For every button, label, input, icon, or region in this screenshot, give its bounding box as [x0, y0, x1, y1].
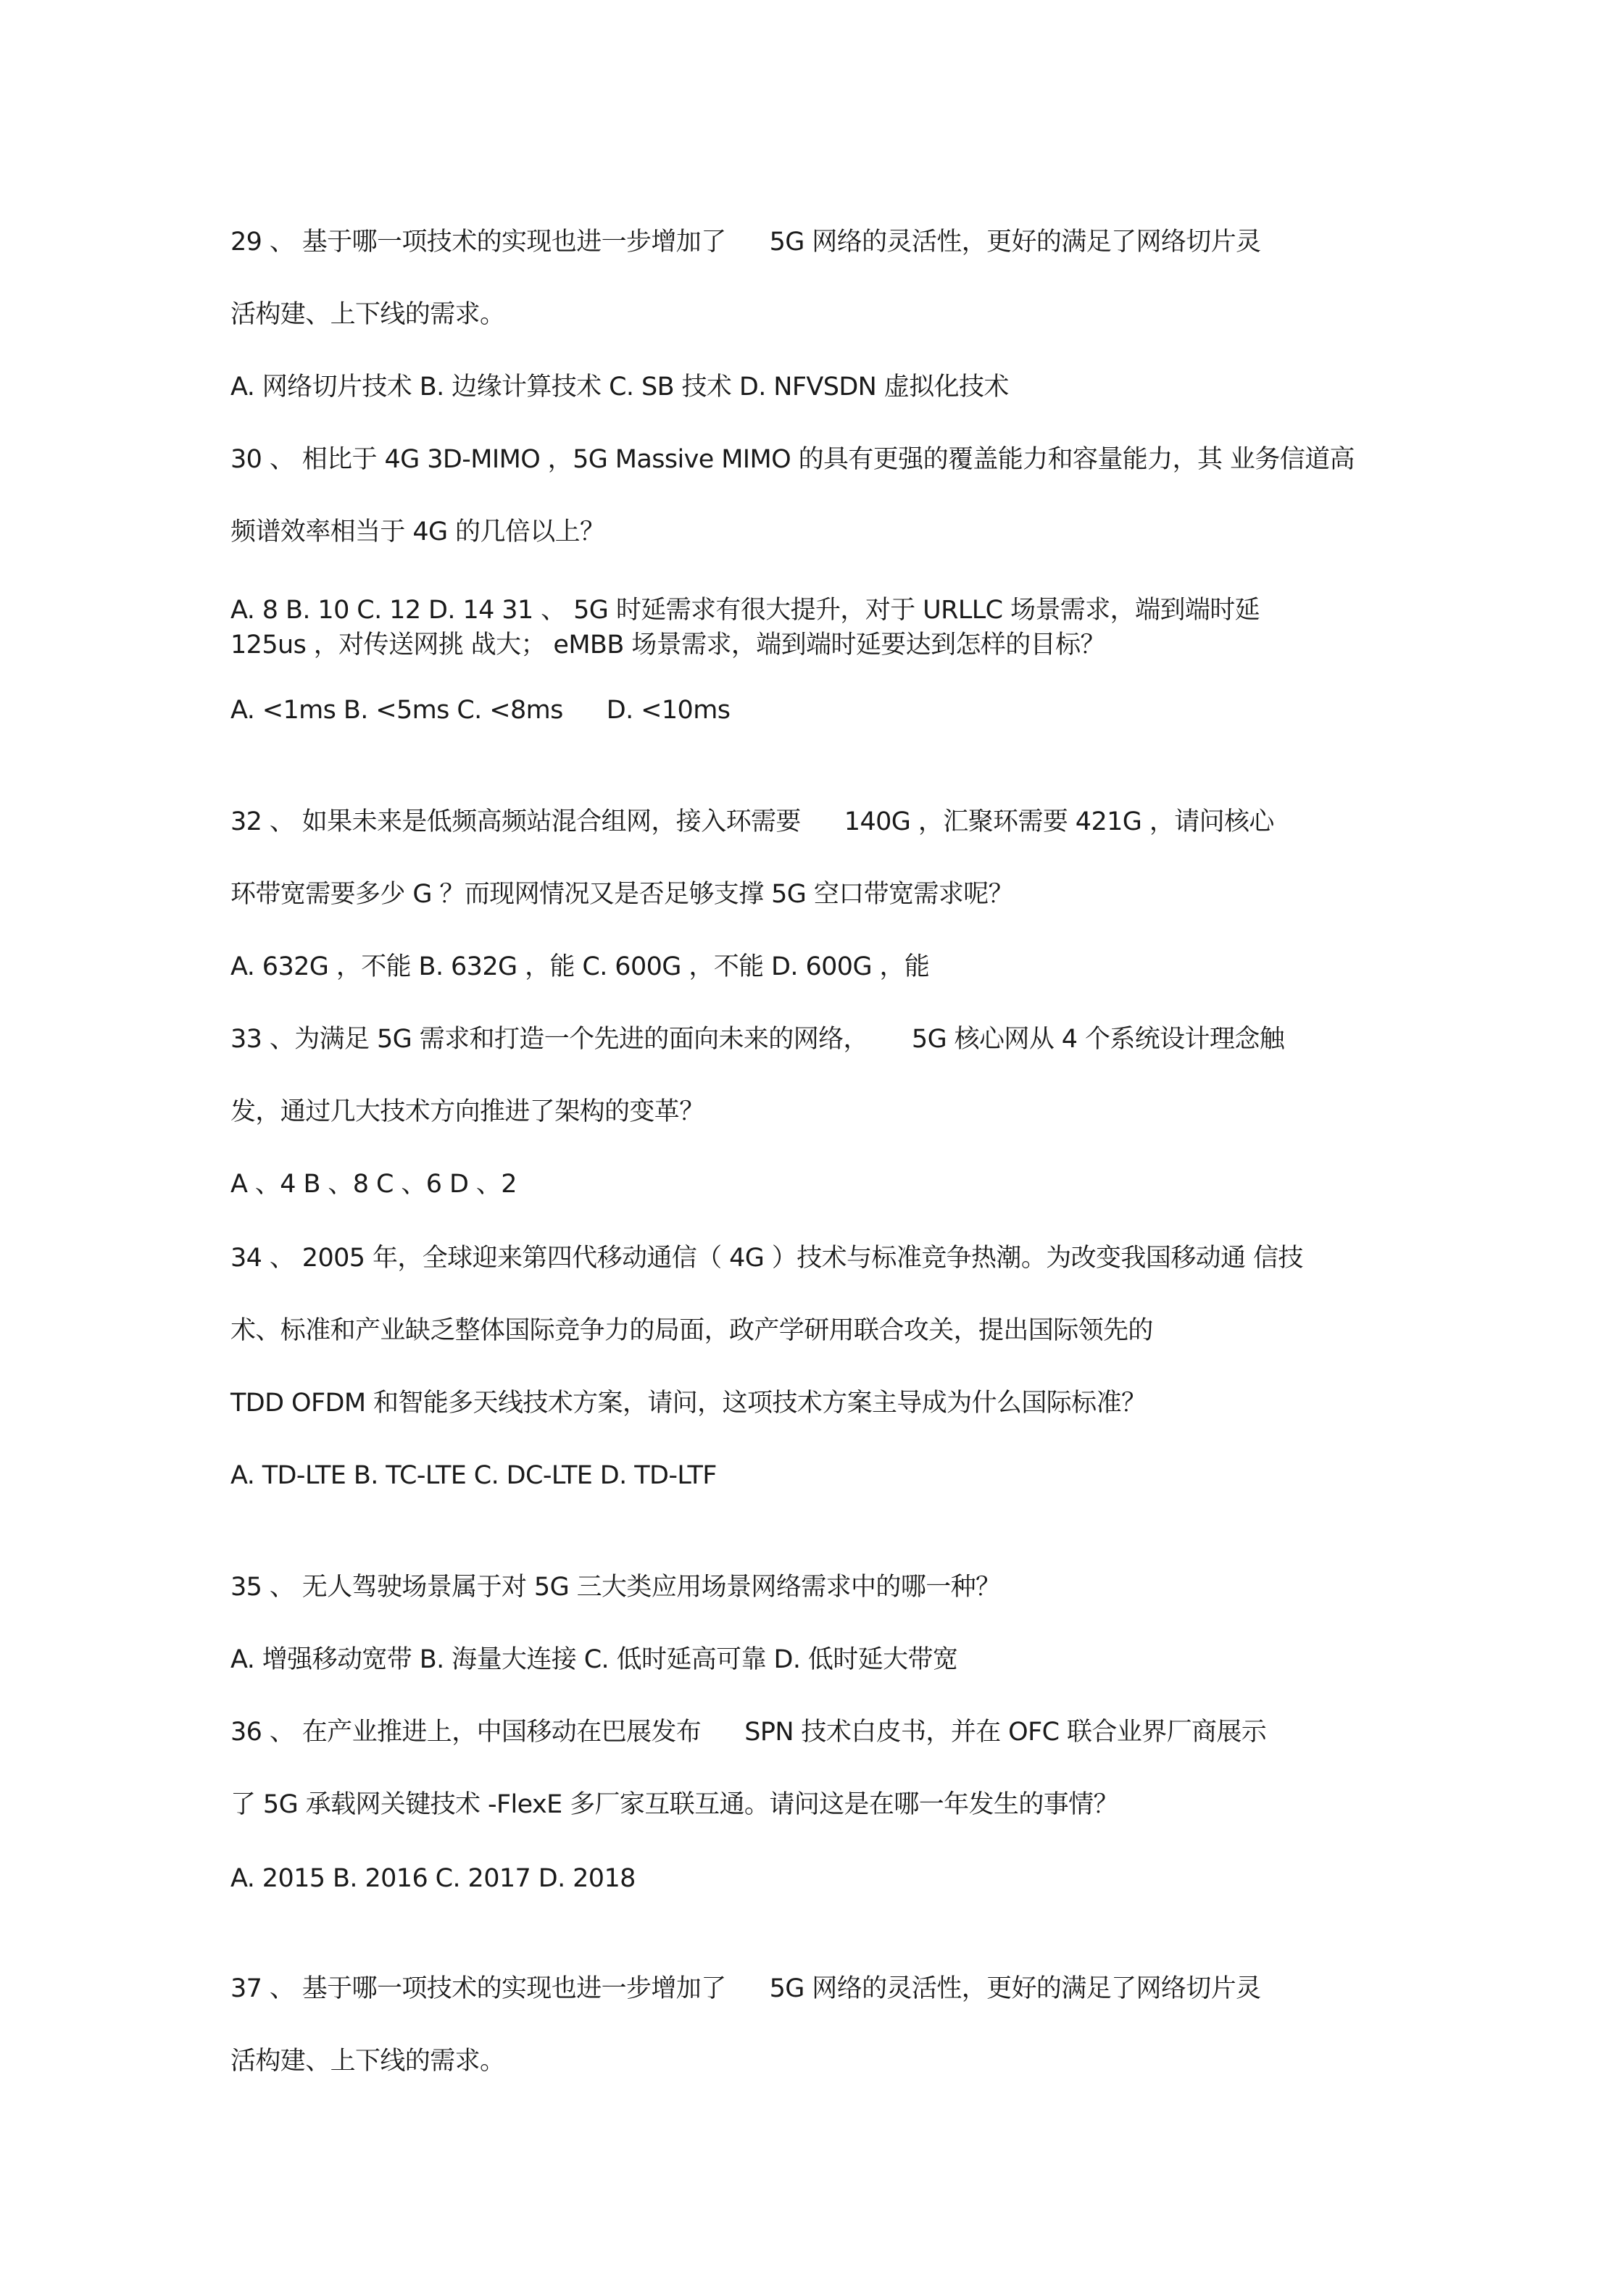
- line-text: 140G ，汇聚环需要 421G ，请问核心: [844, 807, 1274, 836]
- line-text: 频谱效率相当于 4G 的几倍以上？: [230, 517, 605, 546]
- line-text: 29 、 基于哪一项技术的实现也进一步增加了: [230, 228, 726, 257]
- question-line: [230, 878, 1013, 910]
- line-text: A. 8 B. 10 C. 12 D. 14 31 、 5G 时延需求有很大提升，对于 URLLC 场景需求，端到端时延: [230, 596, 1260, 625]
- line-text: 5G 网络的灵活性，更好的满足了网络切片灵: [769, 1974, 1261, 2003]
- line-text: D. <10ms: [606, 696, 731, 725]
- line-text: SPN 技术白皮书，并在 OFC 联合业界厂商展示: [744, 1718, 1267, 1747]
- line-text: 125us ，对传送网挑 战大； eMBB 场景需求，端到端时延要达到怎样的目标？: [230, 631, 1105, 660]
- question-line: [230, 516, 604, 548]
- line-text: 32 、 如果未来是低频高频站混合组网，接入环需要: [230, 807, 801, 836]
- question-line: [230, 629, 1105, 661]
- question-line: [230, 371, 1009, 403]
- question-line: [230, 1168, 517, 1200]
- line-text: 33 、为满足 5G 需求和打造一个先进的面向未来的网络，: [230, 1025, 868, 1054]
- line-text: 发，通过几大技术方向推进了架构的变革？: [230, 1097, 704, 1126]
- line-text: A 、4 B 、8 C 、6 D 、2: [230, 1170, 517, 1199]
- question-line: [230, 1571, 1000, 1603]
- question-line: [230, 1460, 717, 1492]
- question-line: [230, 444, 1355, 475]
- line-text: 术、标准和产业缺乏整体国际竞争力的局面，政产学研用联合攻关，提出国际领先的: [230, 1316, 1153, 1345]
- question-line: [230, 1789, 1118, 1821]
- question-line: [230, 806, 1274, 838]
- line-text: 30 、 相比于 4G 3D-MIMO ，5G Massive MIMO 的具有更强的覆盖能力和容量能力，其 业务信道高: [230, 445, 1355, 474]
- line-text: 环带宽需要多少 G ？而现网情况又是否足够支撑 5G 空口带宽需求呢？: [230, 880, 1014, 909]
- line-text: 35 、 无人驾驶场景属于对 5G 三大类应用场景网络需求中的哪一种？: [230, 1573, 1001, 1602]
- line-text: TDD OFDM 和智能多天线技术方案，请问，这项技术方案主导成为什么国际标准？: [230, 1389, 1147, 1418]
- line-text: A. 网络切片技术 B. 边缘计算技术 C. SB 技术 D. NFVSDN 虚拟化技术: [230, 373, 1009, 402]
- question-line: [230, 226, 1261, 258]
- question-line: [230, 1242, 1303, 1274]
- question-line: [230, 951, 929, 983]
- line-text: 活构建、上下线的需求。: [230, 300, 505, 329]
- line-text: A. 增强移动宽带 B. 海量大连接 C. 低时延高可靠 D. 低时延大带宽: [230, 1645, 958, 1674]
- question-line: [230, 1716, 1266, 1748]
- question-line: [230, 1863, 636, 1894]
- question-line: [230, 694, 730, 726]
- line-text: 了 5G 承载网关键技术 -FlexE 多厂家互联互通。请问这是在哪一年发生的事情？: [230, 1790, 1118, 1819]
- question-line: [230, 1644, 957, 1676]
- line-text: A. 632G ，不能 B. 632G ，能 C. 600G ，不能 D. 600G ，能: [230, 952, 930, 981]
- line-text: 37 、 基于哪一项技术的实现也进一步增加了: [230, 1974, 726, 2003]
- question-line: [230, 1387, 1146, 1419]
- question-line: [230, 1973, 1261, 2005]
- question-line: [230, 1096, 704, 1128]
- line-text: 34 、 2005 年，全球迎来第四代移动通信（ 4G ）技术与标准竞争热潮。为改变我国移动通 信技: [230, 1244, 1303, 1273]
- question-line: [230, 299, 504, 330]
- question-line: [230, 594, 1260, 626]
- line-text: 5G 网络的灵活性，更好的满足了网络切片灵: [769, 228, 1261, 257]
- line-text: A. TD-LTE B. TC-LTE C. DC-LTE D. TD-LTF: [230, 1461, 717, 1490]
- line-text: 5G 核心网从 4 个系统设计理念触: [911, 1025, 1285, 1054]
- line-text: A. 2015 B. 2016 C. 2017 D. 2018: [230, 1864, 636, 1893]
- question-line: [230, 1315, 1153, 1347]
- question-line: [230, 1023, 1284, 1055]
- question-line: [230, 2045, 504, 2077]
- line-text: 36 、 在产业推进上，中国移动在巴展发布: [230, 1718, 702, 1747]
- line-text: 活构建、上下线的需求。: [230, 2047, 505, 2076]
- line-text: A. <1ms B. <5ms C. <8ms: [230, 696, 563, 725]
